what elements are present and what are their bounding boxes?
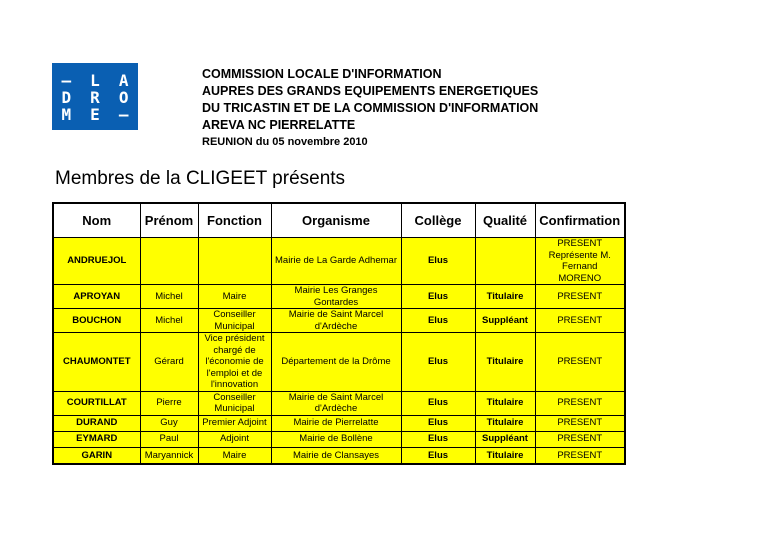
page-title: Membres de la CLIGEET présents: [55, 168, 346, 189]
document-header: [202, 66, 538, 149]
cell-nom: APROYAN: [53, 285, 140, 309]
cell-confirmation: PRESENT: [535, 309, 625, 333]
cell-nom: BOUCHON: [53, 309, 140, 333]
cell-confirmation: PRESENT: [535, 447, 625, 464]
cell-fonction: Maire: [198, 285, 271, 309]
cell-qualite: Titulaire: [475, 415, 535, 431]
logo-row: [52, 90, 138, 106]
cell-confirmation: PRESENT: [535, 333, 625, 392]
cell-qualite: Titulaire: [475, 447, 535, 464]
cell-confirmation: PRESENT: [535, 431, 625, 447]
cell-confirmation: PRESENT Représente M. Fernand MORENO: [535, 238, 625, 285]
cell-qualite: [475, 238, 535, 285]
cell-confirmation: PRESENT: [535, 391, 625, 415]
table-body: [53, 238, 625, 465]
logo-char: E: [90, 105, 100, 124]
column-header-nom: Nom: [53, 203, 140, 238]
table-row: [53, 285, 625, 309]
cell-prenom: Pierre: [140, 391, 198, 415]
cell-college: Elus: [401, 391, 475, 415]
table-row: [53, 447, 625, 464]
cell-college: Elus: [401, 285, 475, 309]
cell-confirmation: PRESENT: [535, 415, 625, 431]
column-header-college: Collège: [401, 203, 475, 238]
table-row: [53, 309, 625, 333]
cell-nom: ANDRUEJOL: [53, 238, 140, 285]
cell-fonction: Adjoint: [198, 431, 271, 447]
logo-char: A: [118, 71, 129, 90]
table-row: [53, 333, 625, 392]
cell-qualite: Titulaire: [475, 333, 535, 392]
cell-nom: EYMARD: [53, 431, 140, 447]
header-line: AUPRES DES GRANDS EQUIPEMENTS ENERGETIQUES: [202, 84, 539, 98]
cell-prenom: Maryannick: [140, 447, 198, 464]
cell-qualite: Titulaire: [475, 391, 535, 415]
logo-char: D: [61, 88, 72, 107]
cell-organisme: Mairie Les Granges Gontardes: [271, 285, 401, 309]
table-row: [53, 391, 625, 415]
logo-row: [52, 73, 138, 89]
column-header-confirmation: Confirmation: [535, 203, 625, 238]
cell-fonction: [198, 238, 271, 285]
cell-fonction: Conseiller Municipal: [198, 309, 271, 333]
cell-prenom: [140, 238, 198, 285]
cell-prenom: Michel: [140, 309, 198, 333]
column-header-organisme: Organisme: [271, 203, 401, 238]
cell-prenom: Gérard: [140, 333, 198, 392]
table-header-row: [53, 203, 625, 238]
cell-prenom: Michel: [140, 285, 198, 309]
cell-organisme: Mairie de Saint Marcel d'Ardèche: [271, 309, 401, 333]
table-row: [53, 415, 625, 431]
cell-qualite: Suppléant: [475, 431, 535, 447]
logo-char: –: [61, 71, 72, 90]
cell-college: Elus: [401, 309, 475, 333]
cell-fonction: Premier Adjoint: [198, 415, 271, 431]
cell-qualite: Suppléant: [475, 309, 535, 333]
cell-fonction: Vice président chargé de l'économie de l'emploi et de l'innovation: [198, 333, 271, 392]
cell-college: Elus: [401, 238, 475, 285]
table-row: [53, 238, 625, 285]
cell-fonction: Conseiller Municipal: [198, 391, 271, 415]
cell-organisme: Mairie de Bollène: [271, 431, 401, 447]
logo-char: M: [61, 105, 72, 124]
cell-college: Elus: [401, 415, 475, 431]
cell-organisme: Mairie de Saint Marcel d'Ardèche: [271, 391, 401, 415]
cell-qualite: Titulaire: [475, 285, 535, 309]
header-line: COMMISSION LOCALE D'INFORMATION: [202, 67, 442, 81]
header-line: DU TRICASTIN ET DE LA COMMISSION D'INFORMATION: [202, 101, 539, 115]
la-drome-logo: [52, 63, 138, 130]
column-header-fonction: Fonction: [198, 203, 271, 238]
logo-char: R: [90, 88, 100, 107]
cell-fonction: Maire: [198, 447, 271, 464]
logo-row: [52, 107, 138, 123]
cell-nom: GARIN: [53, 447, 140, 464]
cell-prenom: Paul: [140, 431, 198, 447]
cell-confirmation: PRESENT: [535, 285, 625, 309]
cell-organisme: Mairie de Pierrelatte: [271, 415, 401, 431]
cell-college: Elus: [401, 333, 475, 392]
cell-prenom: Guy: [140, 415, 198, 431]
cell-organisme: Mairie de Clansayes: [271, 447, 401, 464]
logo-char: –: [118, 105, 129, 124]
cell-nom: CHAUMONTET: [53, 333, 140, 392]
logo-char: O: [118, 88, 129, 107]
cell-organisme: Département de la Drôme: [271, 333, 401, 392]
cell-nom: COURTILLAT: [53, 391, 140, 415]
cell-college: Elus: [401, 447, 475, 464]
cell-nom: DURAND: [53, 415, 140, 431]
logo-char: L: [90, 71, 100, 90]
column-header-prenom: Prénom: [140, 203, 198, 238]
header-line: AREVA NC PIERRELATTE: [202, 118, 356, 132]
members-table: [52, 202, 626, 465]
cell-organisme: Mairie de La Garde Adhemar: [271, 238, 401, 285]
meeting-date: REUNION du 05 novembre 2010: [202, 136, 368, 148]
cell-college: Elus: [401, 431, 475, 447]
table-row: [53, 431, 625, 447]
column-header-qualite: Qualité: [475, 203, 535, 238]
